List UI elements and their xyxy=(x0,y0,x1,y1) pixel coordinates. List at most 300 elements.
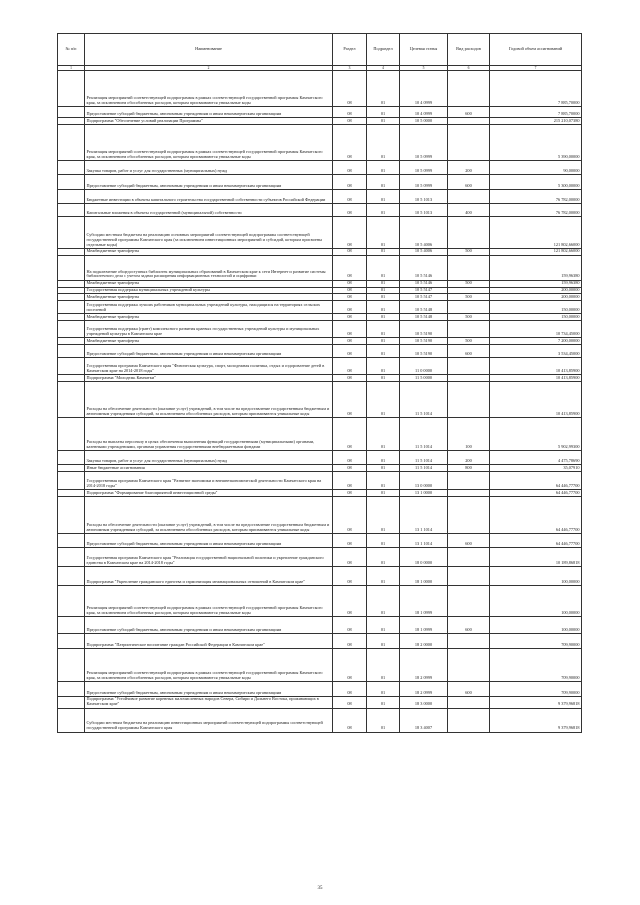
subsection-cell: 01 xyxy=(367,71,400,107)
section-cell: 08 xyxy=(333,338,367,345)
expense-type-cell xyxy=(448,287,490,294)
row-index-cell xyxy=(58,203,85,216)
subsection-cell: 01 xyxy=(367,338,400,345)
table-row xyxy=(58,280,582,287)
table-row xyxy=(58,314,582,321)
item-name-cell: Реализация мероприятий соответствующей подпрограммы в рамках соответствующей государственной программы Камчатского края, за исключением обособленных расходов, которым присваиваются уникальные коды xyxy=(85,585,333,616)
item-name-cell: Подпрограмма "Молодежь Камчатки" xyxy=(85,374,333,381)
target-article-cell: 10 5 5146 xyxy=(400,280,448,287)
header-cell: Наименование xyxy=(85,34,333,66)
expense-type-cell xyxy=(448,255,490,280)
section-cell: 08 xyxy=(333,681,367,696)
expense-type-cell: 200 xyxy=(448,160,490,174)
budget-table xyxy=(57,33,582,733)
subsection-cell: 01 xyxy=(367,566,400,585)
subsection-cell: 01 xyxy=(367,681,400,696)
subsection-cell: 01 xyxy=(367,616,400,633)
expense-type-cell xyxy=(448,118,490,125)
target-article-cell: 18 2 0999 xyxy=(400,681,448,696)
table-row xyxy=(58,616,582,633)
target-article-cell: 10 5 5148 xyxy=(400,301,448,314)
expense-type-cell xyxy=(448,189,490,203)
row-index-cell xyxy=(58,189,85,203)
row-index-cell xyxy=(58,357,85,374)
subsection-cell: 01 xyxy=(367,248,400,255)
table-row xyxy=(58,489,582,496)
amount-cell: 76 782,00000 xyxy=(490,189,582,203)
row-index-cell xyxy=(58,708,85,732)
column-number: 4 xyxy=(367,66,400,71)
section-cell: 08 xyxy=(333,107,367,118)
section-cell: 08 xyxy=(333,633,367,648)
row-index-cell xyxy=(58,107,85,118)
subsection-cell: 01 xyxy=(367,633,400,648)
section-cell: 08 xyxy=(333,585,367,616)
table-row xyxy=(58,633,582,648)
expense-type-cell xyxy=(448,374,490,381)
table-row xyxy=(58,547,582,566)
amount-cell: 5 902,99300 xyxy=(490,417,582,450)
subsection-cell: 01 xyxy=(367,533,400,547)
amount-cell: 7 885,70000 xyxy=(490,107,582,118)
header-cell: № п/п xyxy=(58,34,85,66)
table-row xyxy=(58,118,582,125)
item-name-cell: Капитальные вложения в объекты государственной (муниципальной) собственности xyxy=(85,203,333,216)
expense-type-cell: 600 xyxy=(448,533,490,547)
header-cell: Вид расходов xyxy=(448,34,490,66)
section-cell: 08 xyxy=(333,189,367,203)
amount-cell: 150,00000 xyxy=(490,314,582,321)
item-name-cell: Предоставление субсидий бюджетным, автономным учреждениям и иным некоммерческим организациям xyxy=(85,174,333,189)
target-article-cell: 10 5 5147 xyxy=(400,294,448,301)
table-row xyxy=(58,585,582,616)
amount-cell: 4 475,78690 xyxy=(490,450,582,464)
section-cell: 08 xyxy=(333,294,367,301)
table-row xyxy=(58,301,582,314)
item-name-cell: Расходы на обеспечение деятельности (оказание услуг) учреждений, в том числе на предоставление государственным бюджетным и автономным учреждениям субсидий, за исключением обособленных расходов, которым присваиваются уникальные коды xyxy=(85,381,333,417)
target-article-cell: 10 5 1013 xyxy=(400,203,448,216)
amount-cell: 7 200,00000 xyxy=(490,338,582,345)
target-article-cell: 11 0 0000 xyxy=(400,357,448,374)
item-name-cell: Межбюджетные трансферты xyxy=(85,314,333,321)
row-index-cell xyxy=(58,280,85,287)
target-article-cell: 11 5 1014 xyxy=(400,450,448,464)
item-name-cell: Межбюджетные трансферты xyxy=(85,248,333,255)
column-number: 5 xyxy=(400,66,448,71)
table-row xyxy=(58,381,582,417)
target-article-cell: 18 3 0000 xyxy=(400,696,448,708)
row-index-cell xyxy=(58,301,85,314)
target-article-cell: 18 2 0000 xyxy=(400,633,448,648)
amount-cell: 709,90000 xyxy=(490,681,582,696)
subsection-cell: 01 xyxy=(367,648,400,681)
amount-cell: 10 413,85900 xyxy=(490,381,582,417)
subsection-cell: 01 xyxy=(367,450,400,464)
subsection-cell: 01 xyxy=(367,124,400,160)
expense-type-cell xyxy=(448,696,490,708)
section-cell: 08 xyxy=(333,471,367,489)
section-cell: 08 xyxy=(333,160,367,174)
target-article-cell: 13 1 0000 xyxy=(400,489,448,496)
item-name-cell: Закупка товаров, работ и услуг для государственных (муниципальных) нужд xyxy=(85,160,333,174)
expense-type-cell xyxy=(448,71,490,107)
item-name-cell: Закупка товаров, работ и услуг для государственных (муниципальных) нужд xyxy=(85,450,333,464)
section-cell: 08 xyxy=(333,533,367,547)
row-index-cell xyxy=(58,314,85,321)
section-cell: 08 xyxy=(333,124,367,160)
row-index-cell xyxy=(58,255,85,280)
item-name-cell: Межбюджетные трансферты xyxy=(85,338,333,345)
row-index-cell xyxy=(58,160,85,174)
table-row xyxy=(58,189,582,203)
target-article-cell: 10 5 5190 xyxy=(400,338,448,345)
amount-cell: 100,00000 xyxy=(490,585,582,616)
section-cell: 08 xyxy=(333,616,367,633)
subsection-cell: 01 xyxy=(367,280,400,287)
item-name-cell: Расходы на обеспечение деятельности (оказание услуг) учреждений, в том числе на предоставление государственным бюджетным и автономным учреждениям субсидий, за исключением обособленных расходов, которым присваиваются уникальные коды xyxy=(85,496,333,533)
row-index-cell xyxy=(58,338,85,345)
row-index-cell xyxy=(58,248,85,255)
section-cell: 08 xyxy=(333,248,367,255)
section-cell: 08 xyxy=(333,301,367,314)
expense-type-cell: 800 xyxy=(448,464,490,471)
item-name-cell: Предоставление субсидий бюджетным, автономным учреждениям и иным некоммерческим организациям xyxy=(85,616,333,633)
expense-type-cell: 500 xyxy=(448,338,490,345)
table-row xyxy=(58,338,582,345)
expense-type-cell xyxy=(448,566,490,585)
row-index-cell xyxy=(58,71,85,107)
target-article-cell: 10 5 5148 xyxy=(400,314,448,321)
section-cell: 08 xyxy=(333,547,367,566)
expense-type-cell: 500 xyxy=(448,314,490,321)
subsection-cell: 01 xyxy=(367,489,400,496)
amount-cell: 10 413,85900 xyxy=(490,357,582,374)
expense-type-cell: 400 xyxy=(448,203,490,216)
table-row xyxy=(58,648,582,681)
expense-type-cell xyxy=(448,648,490,681)
row-index-cell xyxy=(58,450,85,464)
section-cell: 08 xyxy=(333,203,367,216)
target-article-cell: 10 5 0999 xyxy=(400,124,448,160)
amount-cell: 5 300,00000 xyxy=(490,174,582,189)
expense-type-cell xyxy=(448,321,490,338)
expense-type-cell: 600 xyxy=(448,344,490,357)
subsection-cell: 01 xyxy=(367,216,400,248)
subsection-cell: 01 xyxy=(367,417,400,450)
table-row xyxy=(58,533,582,547)
item-name-cell: Предоставление субсидий бюджетным, автономным учреждениям и иным некоммерческим организациям xyxy=(85,533,333,547)
row-index-cell xyxy=(58,381,85,417)
expense-type-cell: 200 xyxy=(448,450,490,464)
amount-cell: 150,00000 xyxy=(490,301,582,314)
target-article-cell: 10 5 0000 xyxy=(400,118,448,125)
subsection-cell: 01 xyxy=(367,547,400,566)
subsection-cell: 01 xyxy=(367,464,400,471)
section-cell: 08 xyxy=(333,417,367,450)
column-number: 6 xyxy=(448,66,490,71)
subsection-cell: 01 xyxy=(367,118,400,125)
subsection-cell: 01 xyxy=(367,203,400,216)
table-row xyxy=(58,374,582,381)
target-article-cell: 18 1 0999 xyxy=(400,616,448,633)
subsection-cell: 01 xyxy=(367,174,400,189)
table-row xyxy=(58,216,582,248)
target-article-cell: 11 5 1014 xyxy=(400,381,448,417)
section-cell: 08 xyxy=(333,174,367,189)
section-cell: 08 xyxy=(333,450,367,464)
expense-type-cell: 500 xyxy=(448,294,490,301)
subsection-cell: 01 xyxy=(367,496,400,533)
table-row xyxy=(58,681,582,696)
target-article-cell: 13 1 1014 xyxy=(400,533,448,547)
amount-cell: 100,00000 xyxy=(490,566,582,585)
row-index-cell xyxy=(58,294,85,301)
amount-cell: 90,00000 xyxy=(490,160,582,174)
amount-cell: 200,00000 xyxy=(490,294,582,301)
target-article-cell: 10 5 5190 xyxy=(400,321,448,338)
subsection-cell: 01 xyxy=(367,357,400,374)
expense-type-cell xyxy=(448,124,490,160)
section-cell: 08 xyxy=(333,374,367,381)
section-cell: 08 xyxy=(333,321,367,338)
section-cell: 08 xyxy=(333,381,367,417)
subsection-cell: 01 xyxy=(367,321,400,338)
section-cell: 08 xyxy=(333,287,367,294)
amount-cell: 121 802,66000 xyxy=(490,248,582,255)
row-index-cell xyxy=(58,566,85,585)
table-row xyxy=(58,255,582,280)
subsection-cell: 01 xyxy=(367,344,400,357)
row-index-cell xyxy=(58,633,85,648)
table-row xyxy=(58,287,582,294)
section-cell: 08 xyxy=(333,280,367,287)
row-index-cell xyxy=(58,533,85,547)
column-number: 7 xyxy=(490,66,582,71)
row-index-cell xyxy=(58,216,85,248)
amount-cell: 200,00000 xyxy=(490,287,582,294)
expense-type-cell: 600 xyxy=(448,174,490,189)
table-row xyxy=(58,248,582,255)
item-name-cell: На подключение общедоступных библиотек муниципальных образований в Камчатском крае к сети Интернет и развитие системы библиотечного дела с учетом задачи расширения информационных технологий и оцифровки xyxy=(85,255,333,280)
section-cell: 08 xyxy=(333,489,367,496)
row-index-cell xyxy=(58,321,85,338)
amount-cell: 709,90000 xyxy=(490,633,582,648)
subsection-cell: 01 xyxy=(367,189,400,203)
row-index-cell xyxy=(58,496,85,533)
target-article-cell: 11 5 0000 xyxy=(400,374,448,381)
item-name-cell: Государственная программа Камчатского края "Реализация государственной национальной политики и укрепление гражданского единства в Камчатском крае на 2014-2018 годы" xyxy=(85,547,333,566)
row-index-cell xyxy=(58,489,85,496)
header-row xyxy=(58,34,582,66)
item-name-cell: Подпрограмма "Устойчивое развитие коренных малочисленных народов Севера, Сибири и Дальнего Востока, проживающих в Камчатском крае" xyxy=(85,696,333,708)
amount-cell: 35,07910 xyxy=(490,464,582,471)
subsection-cell: 01 xyxy=(367,708,400,732)
expense-type-cell xyxy=(448,381,490,417)
section-cell: 08 xyxy=(333,566,367,585)
amount-cell: 10 734,45000 xyxy=(490,321,582,338)
amount-cell: 100,00000 xyxy=(490,616,582,633)
subsection-cell: 01 xyxy=(367,314,400,321)
amount-cell: 64 446,77700 xyxy=(490,471,582,489)
expense-type-cell xyxy=(448,471,490,489)
section-cell: 08 xyxy=(333,357,367,374)
item-name-cell: Государственная поддержка муниципальных учреждений культуры xyxy=(85,287,333,294)
expense-type-cell: 100 xyxy=(448,417,490,450)
item-name-cell: Бюджетные инвестиции в объекты капитального строительства государственной собственности субъектов Российской Федерации xyxy=(85,189,333,203)
row-index-cell xyxy=(58,118,85,125)
amount-cell: 7 885,70000 xyxy=(490,71,582,107)
subsection-cell: 01 xyxy=(367,381,400,417)
expense-type-cell: 600 xyxy=(448,107,490,118)
subsection-cell: 01 xyxy=(367,107,400,118)
expense-type-cell: 500 xyxy=(448,248,490,255)
expense-type-cell xyxy=(448,708,490,732)
expense-type-cell xyxy=(448,489,490,496)
row-index-cell xyxy=(58,417,85,450)
table-row xyxy=(58,124,582,160)
target-article-cell: 10 5 5146 xyxy=(400,255,448,280)
table-row xyxy=(58,417,582,450)
amount-cell: 9 379,96818 xyxy=(490,708,582,732)
section-cell: 08 xyxy=(333,648,367,681)
table-row xyxy=(58,471,582,489)
table-row xyxy=(58,160,582,174)
section-cell: 08 xyxy=(333,255,367,280)
amount-cell: 9 379,96818 xyxy=(490,696,582,708)
target-article-cell: 10 5 5147 xyxy=(400,287,448,294)
target-article-cell: 10 5 5190 xyxy=(400,344,448,357)
item-name-cell: Государственная программа Камчатского края "Физическая культура, спорт, молодежная политика, отдых и оздоровление детей в Камчатском крае на 2014-2018 годы" xyxy=(85,357,333,374)
item-name-cell: Реализация мероприятий соответствующей подпрограммы в рамках соответствующей государственной программы Камчатского края, за исключением обособленных расходов, которым присваиваются уникальные коды xyxy=(85,648,333,681)
expense-type-cell xyxy=(448,547,490,566)
subsection-cell: 01 xyxy=(367,287,400,294)
section-cell: 08 xyxy=(333,314,367,321)
subsection-cell: 01 xyxy=(367,471,400,489)
row-index-cell xyxy=(58,464,85,471)
table-row xyxy=(58,294,582,301)
amount-cell: 64 446,77700 xyxy=(490,496,582,533)
table-row xyxy=(58,464,582,471)
amount-cell: 64 446,77700 xyxy=(490,533,582,547)
item-name-cell: Подпрограмма "Патриотическое воспитание граждан Российской Федерации в Камчатском крае" xyxy=(85,633,333,648)
target-article-cell: 10 5 1013 xyxy=(400,189,448,203)
row-index-cell xyxy=(58,344,85,357)
amount-cell: 64 446,77700 xyxy=(490,489,582,496)
item-name-cell: Реализация мероприятий соответствующей подпрограммы в рамках соответствующей государственной программы Камчатского края, за исключением обособленных расходов, которым присваиваются уникальные коды xyxy=(85,124,333,160)
section-cell: 08 xyxy=(333,696,367,708)
section-cell: 08 xyxy=(333,464,367,471)
section-cell: 08 xyxy=(333,708,367,732)
table-row xyxy=(58,708,582,732)
header-cell: Подраздел xyxy=(367,34,400,66)
row-index-cell xyxy=(58,547,85,566)
amount-cell: 159,96380 xyxy=(490,280,582,287)
table-row xyxy=(58,321,582,338)
amount-cell: 159,96380 xyxy=(490,255,582,280)
table-row xyxy=(58,450,582,464)
table-body xyxy=(58,71,582,733)
item-name-cell: Государственная программа Камчатского края "Развитие экономики и внешнеэкономической деятельности Камчатского края на 2014-2018 годы" xyxy=(85,471,333,489)
item-name-cell: Расходы на выплаты персоналу в целях обеспечения выполнения функций государственными (муниципальными) органами, казенными учреждениями, органами управления государственными внебюджетными фондами xyxy=(85,417,333,450)
amount-cell: 709,90000 xyxy=(490,648,582,681)
amount-cell: 5 390,00000 xyxy=(490,124,582,160)
amount-cell: 121 802,66000 xyxy=(490,216,582,248)
subsection-cell: 01 xyxy=(367,160,400,174)
item-name-cell: Подпрограмма "Обеспечение условий реализации Программы" xyxy=(85,118,333,125)
amount-cell: 10 189,86818 xyxy=(490,547,582,566)
row-index-cell xyxy=(58,174,85,189)
expense-type-cell xyxy=(448,633,490,648)
table-row xyxy=(58,203,582,216)
target-article-cell: 10 5 0999 xyxy=(400,160,448,174)
table-row xyxy=(58,107,582,118)
target-article-cell: 13 0 0000 xyxy=(400,471,448,489)
section-cell: 08 xyxy=(333,216,367,248)
column-number: 2 xyxy=(85,66,333,71)
item-name-cell: Государственная поддержка лучших работников муниципальных учреждений культуры, находящихся на территориях сельских поселений xyxy=(85,301,333,314)
item-name-cell: Подпрограмма "Формирование благоприятной инвестиционной среды" xyxy=(85,489,333,496)
expense-type-cell xyxy=(448,216,490,248)
expense-type-cell xyxy=(448,585,490,616)
header-cell: Целевая статья xyxy=(400,34,448,66)
table-row xyxy=(58,496,582,533)
table-row xyxy=(58,566,582,585)
target-article-cell: 11 5 1014 xyxy=(400,464,448,471)
table-row xyxy=(58,174,582,189)
column-number: 1 xyxy=(58,66,85,71)
amount-cell: 76 782,00000 xyxy=(490,203,582,216)
item-name-cell: Предоставление субсидий бюджетным, автономным учреждениям и иным некоммерческим организациям xyxy=(85,681,333,696)
expense-type-cell: 600 xyxy=(448,616,490,633)
row-index-cell xyxy=(58,124,85,160)
row-index-cell xyxy=(58,585,85,616)
target-article-cell: 11 5 1014 xyxy=(400,417,448,450)
item-name-cell: Межбюджетные трансферты xyxy=(85,294,333,301)
subsection-cell: 01 xyxy=(367,294,400,301)
table-row xyxy=(58,71,582,107)
row-index-cell xyxy=(58,287,85,294)
expense-type-cell xyxy=(448,301,490,314)
item-name-cell: Межбюджетные трансферты xyxy=(85,280,333,287)
subsection-cell: 01 xyxy=(367,374,400,381)
column-number: 3 xyxy=(333,66,367,71)
subsection-cell: 01 xyxy=(367,696,400,708)
row-index-cell xyxy=(58,374,85,381)
target-article-cell: 18 0 0000 xyxy=(400,547,448,566)
row-index-cell xyxy=(58,681,85,696)
item-name-cell: Предоставление субсидий бюджетным, автономным учреждениям и иным некоммерческим организациям xyxy=(85,344,333,357)
expense-type-cell xyxy=(448,357,490,374)
subsection-cell: 01 xyxy=(367,301,400,314)
target-article-cell: 10 5 4006 xyxy=(400,248,448,255)
row-index-cell xyxy=(58,696,85,708)
table-row xyxy=(58,344,582,357)
section-cell: 08 xyxy=(333,71,367,107)
target-article-cell: 10 4 0999 xyxy=(400,71,448,107)
item-name-cell: Подпрограмма "Укрепление гражданского единства и гармонизация межнациональных отношений в Камчатском крае" xyxy=(85,566,333,585)
target-article-cell: 18 1 0999 xyxy=(400,585,448,616)
section-cell: 08 xyxy=(333,496,367,533)
target-article-cell: 13 1 1014 xyxy=(400,496,448,533)
item-name-cell: Предоставление субсидий бюджетным, автономным учреждениям и иным некоммерческим организациям xyxy=(85,107,333,118)
row-index-cell xyxy=(58,471,85,489)
amount-cell: 215 210,07380 xyxy=(490,118,582,125)
expense-type-cell: 500 xyxy=(448,280,490,287)
amount-cell: 3 534,45000 xyxy=(490,344,582,357)
target-article-cell: 18 1 0000 xyxy=(400,566,448,585)
expense-type-cell: 600 xyxy=(448,681,490,696)
amount-cell: 10 413,85900 xyxy=(490,374,582,381)
